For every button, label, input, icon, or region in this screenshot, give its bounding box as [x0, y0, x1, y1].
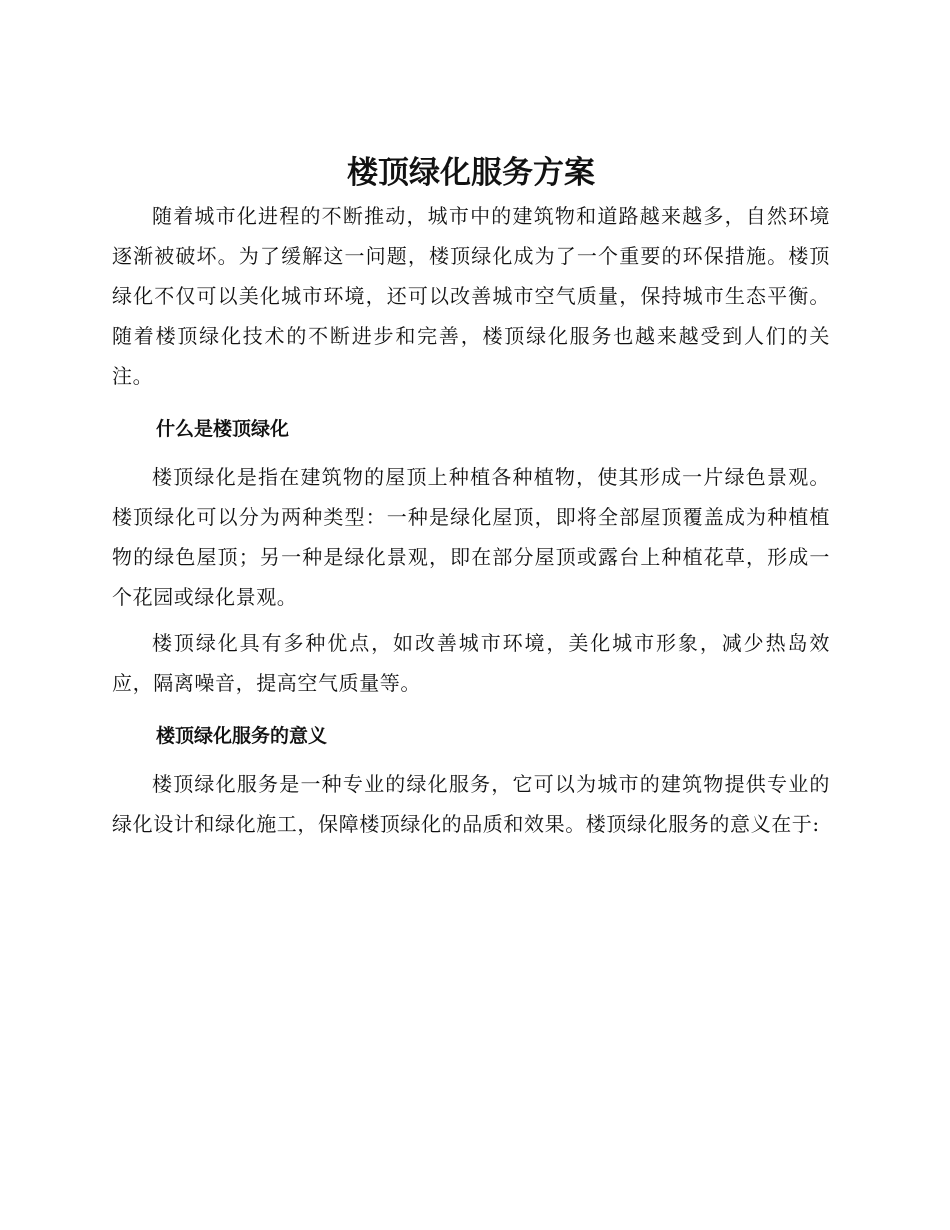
section-heading-significance: 楼顶绿化服务的意义	[156, 725, 328, 747]
intro-paragraph: 随着城市化进程的不断推动，城市中的建筑物和道路越来越多，自然环境逐渐被破坏。为了缓解这一问题，楼顶绿化成为了一个重要的环保措施。楼顶绿化不仅可以美化城市环境，还可以改善城市空气质量，保持城市生态平衡。随着楼顶绿化技术的不断进步和完善，楼顶绿化服务也越来越受到人们的关注。	[112, 204, 830, 388]
paragraph-significance: 楼顶绿化服务是一种专业的绿化服务，它可以为城市的建筑物提供专业的绿化设计和绿化施工，保障楼顶绿化的品质和效果。楼顶绿化服务的意义在于:	[112, 772, 830, 836]
paragraph-definition: 楼顶绿化是指在建筑物的屋顶上种植各种植物，使其形成一片绿色景观。楼顶绿化可以分为两种类型：一种是绿化屋顶，即将全部屋顶覆盖成为种植植物的绿色屋顶；另一种是绿化景观，即在部分屋顶或露台上种植花草，形成一个花园或绿化景观。	[112, 465, 830, 609]
document-page	[112, 150, 830, 844]
paragraph-advantages: 楼顶绿化具有多种优点，如改善城市环境，美化城市形象，减少热岛效应，隔离噪音，提高空气质量等。	[112, 631, 830, 695]
section-heading-what-is: 什么是楼顶绿化	[156, 418, 290, 440]
document-title: 楼顶绿化服务方案	[347, 155, 595, 191]
